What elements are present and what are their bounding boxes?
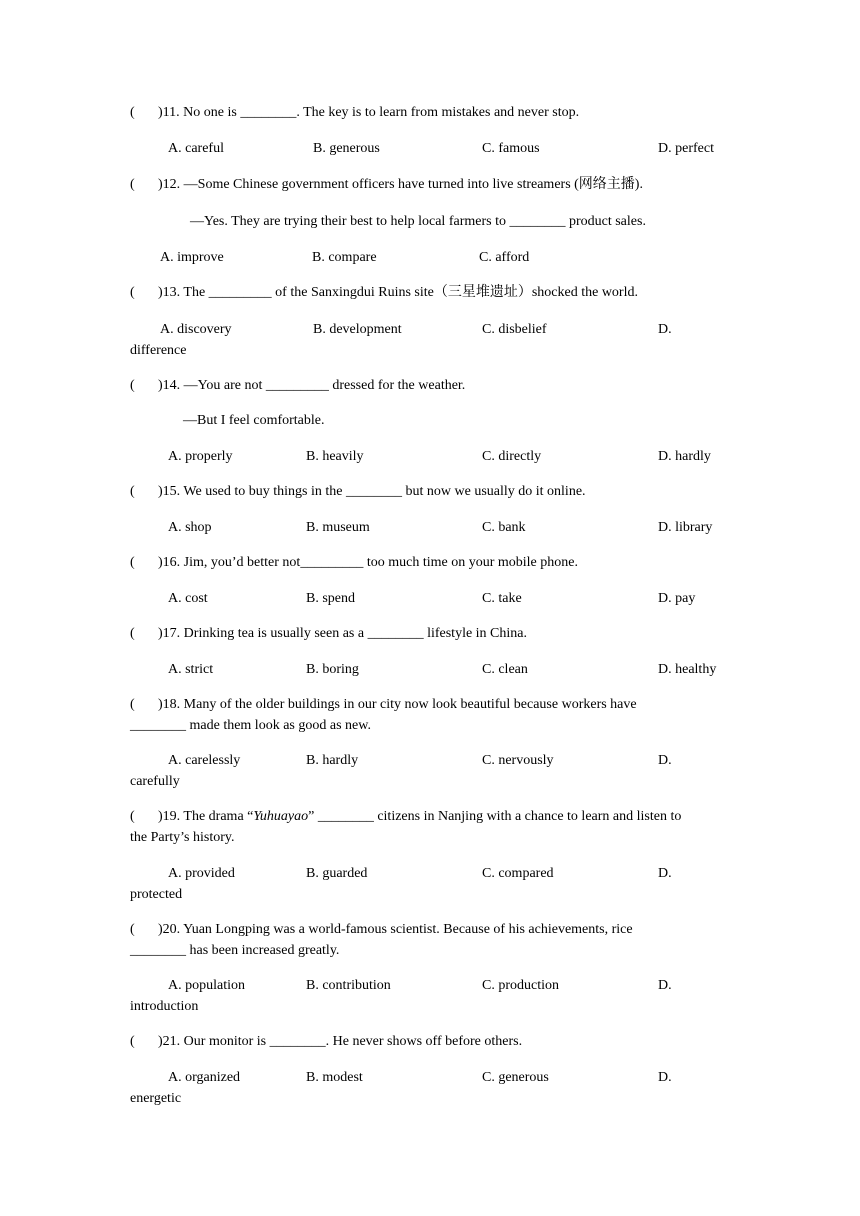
question-number: )19. — [158, 809, 181, 824]
question-text: The _________ of the Sanxingdui Ruins site（三星堆遗址）shocked the world. — [180, 285, 638, 300]
option-c: C. afford — [479, 250, 530, 265]
option-c: C. bank — [482, 520, 526, 535]
answer-blank: ( — [130, 177, 135, 192]
answer-blank: ( — [130, 697, 135, 712]
option-d: D. perfect — [658, 141, 714, 156]
option-d-wrap: protected — [130, 887, 183, 902]
question-text: —Some Chinese government officers have turned into live streamers (网络主播). — [180, 177, 643, 192]
question-21 — [130, 1033, 522, 1051]
option-c: C. nervously — [482, 753, 554, 768]
option-a: A. shop — [168, 520, 212, 535]
question-text: We used to buy things in the ________ but now we usually do it online. — [180, 484, 586, 499]
question-11 — [130, 104, 579, 122]
question-reply: —Yes. They are trying their best to help local farmers to ________ product sales. — [190, 214, 646, 229]
option-b: B. modest — [306, 1070, 363, 1085]
question-number: )16. — [158, 555, 181, 570]
question-15 — [130, 483, 586, 501]
option-b: B. development — [313, 322, 402, 337]
option-d: D. — [658, 978, 672, 993]
answer-blank: ( — [130, 555, 135, 570]
question-number: )12. — [158, 177, 181, 192]
option-d-wrap: energetic — [130, 1091, 182, 1106]
question-number: )13. — [158, 285, 181, 300]
option-c: C. clean — [482, 662, 528, 677]
question-16 — [130, 554, 578, 572]
question-18 — [130, 696, 637, 714]
option-d: D. — [658, 322, 672, 337]
question-13 — [130, 284, 638, 302]
question-12 — [130, 176, 643, 194]
option-b: B. compare — [312, 250, 377, 265]
option-b: B. hardly — [306, 753, 359, 768]
question-text: The drama “ — [180, 809, 254, 824]
answer-blank: ( — [130, 285, 135, 300]
option-a: A. provided — [168, 866, 235, 881]
question-14 — [130, 377, 465, 395]
question-17 — [130, 625, 527, 643]
option-a: A. cost — [168, 591, 208, 606]
option-c: C. directly — [482, 449, 542, 464]
option-d: D. pay — [658, 591, 696, 606]
option-d: D. healthy — [658, 662, 717, 677]
option-c: C. generous — [482, 1070, 549, 1085]
option-d: D. library — [658, 520, 713, 535]
option-a: A. organized — [168, 1070, 241, 1085]
option-a: A. population — [168, 978, 245, 993]
question-number: )14. — [158, 378, 181, 393]
option-d: D. hardly — [658, 449, 711, 464]
option-a: A. improve — [160, 250, 224, 265]
answer-blank: ( — [130, 105, 135, 120]
option-c: C. production — [482, 978, 559, 993]
question-text: No one is ________. The key is to learn from mistakes and never stop. — [179, 105, 580, 120]
option-a: A. strict — [168, 662, 214, 677]
question-text: —You are not _________ dressed for the weather. — [180, 378, 466, 393]
option-b: B. generous — [313, 141, 380, 156]
option-a: A. discovery — [160, 322, 232, 337]
question-20 — [130, 921, 633, 939]
option-b: B. spend — [306, 591, 355, 606]
option-a: A. carelessly — [168, 753, 241, 768]
question-text: Our monitor is ________. He never shows off before others. — [180, 1034, 523, 1049]
option-c: C. compared — [482, 866, 554, 881]
option-d: D. — [658, 866, 672, 881]
question-number: )11. — [158, 105, 180, 120]
option-b: B. contribution — [306, 978, 391, 993]
question-number: )18. — [158, 697, 181, 712]
option-d-wrap: introduction — [130, 999, 199, 1014]
question-text: ” ________ citizens in Nanjing with a chance to learn and listen to — [308, 809, 682, 824]
answer-blank: ( — [130, 626, 135, 641]
question-text: Jim, you’d better not_________ too much time on your mobile phone. — [180, 555, 578, 570]
option-d-wrap: carefully — [130, 774, 180, 789]
question-text: Drinking tea is usually seen as a ________ lifestyle in China. — [180, 626, 527, 641]
option-d-wrap: difference — [130, 343, 187, 358]
question-number: )21. — [158, 1034, 181, 1049]
question-text-continued: ________ made them look as good as new. — [130, 718, 371, 733]
option-d: D. — [658, 753, 672, 768]
question-reply: —But I feel comfortable. — [183, 413, 325, 428]
question-number: )20. — [158, 922, 181, 937]
drama-title: Yuhuayao — [253, 809, 309, 824]
option-b: B. museum — [306, 520, 370, 535]
option-d: D. — [658, 1070, 672, 1085]
question-text-continued: the Party’s history. — [130, 830, 235, 845]
question-number: )17. — [158, 626, 181, 641]
answer-blank: ( — [130, 922, 135, 937]
option-c: C. take — [482, 591, 522, 606]
option-b: B. boring — [306, 662, 359, 677]
option-b: B. guarded — [306, 866, 368, 881]
question-19 — [130, 808, 681, 826]
option-c: C. famous — [482, 141, 540, 156]
option-c: C. disbelief — [482, 322, 547, 337]
question-number: )15. — [158, 484, 181, 499]
answer-blank: ( — [130, 484, 135, 499]
answer-blank: ( — [130, 809, 135, 824]
question-text: Many of the older buildings in our city now look beautiful because workers have — [180, 697, 637, 712]
question-text: Yuan Longping was a world-famous scientist. Because of his achievements, rice — [180, 922, 633, 937]
answer-blank: ( — [130, 378, 135, 393]
option-a: A. properly — [168, 449, 233, 464]
question-text-continued: ________ has been increased greatly. — [130, 943, 340, 958]
option-b: B. heavily — [306, 449, 364, 464]
answer-blank: ( — [130, 1034, 135, 1049]
option-a: A. careful — [168, 141, 224, 156]
